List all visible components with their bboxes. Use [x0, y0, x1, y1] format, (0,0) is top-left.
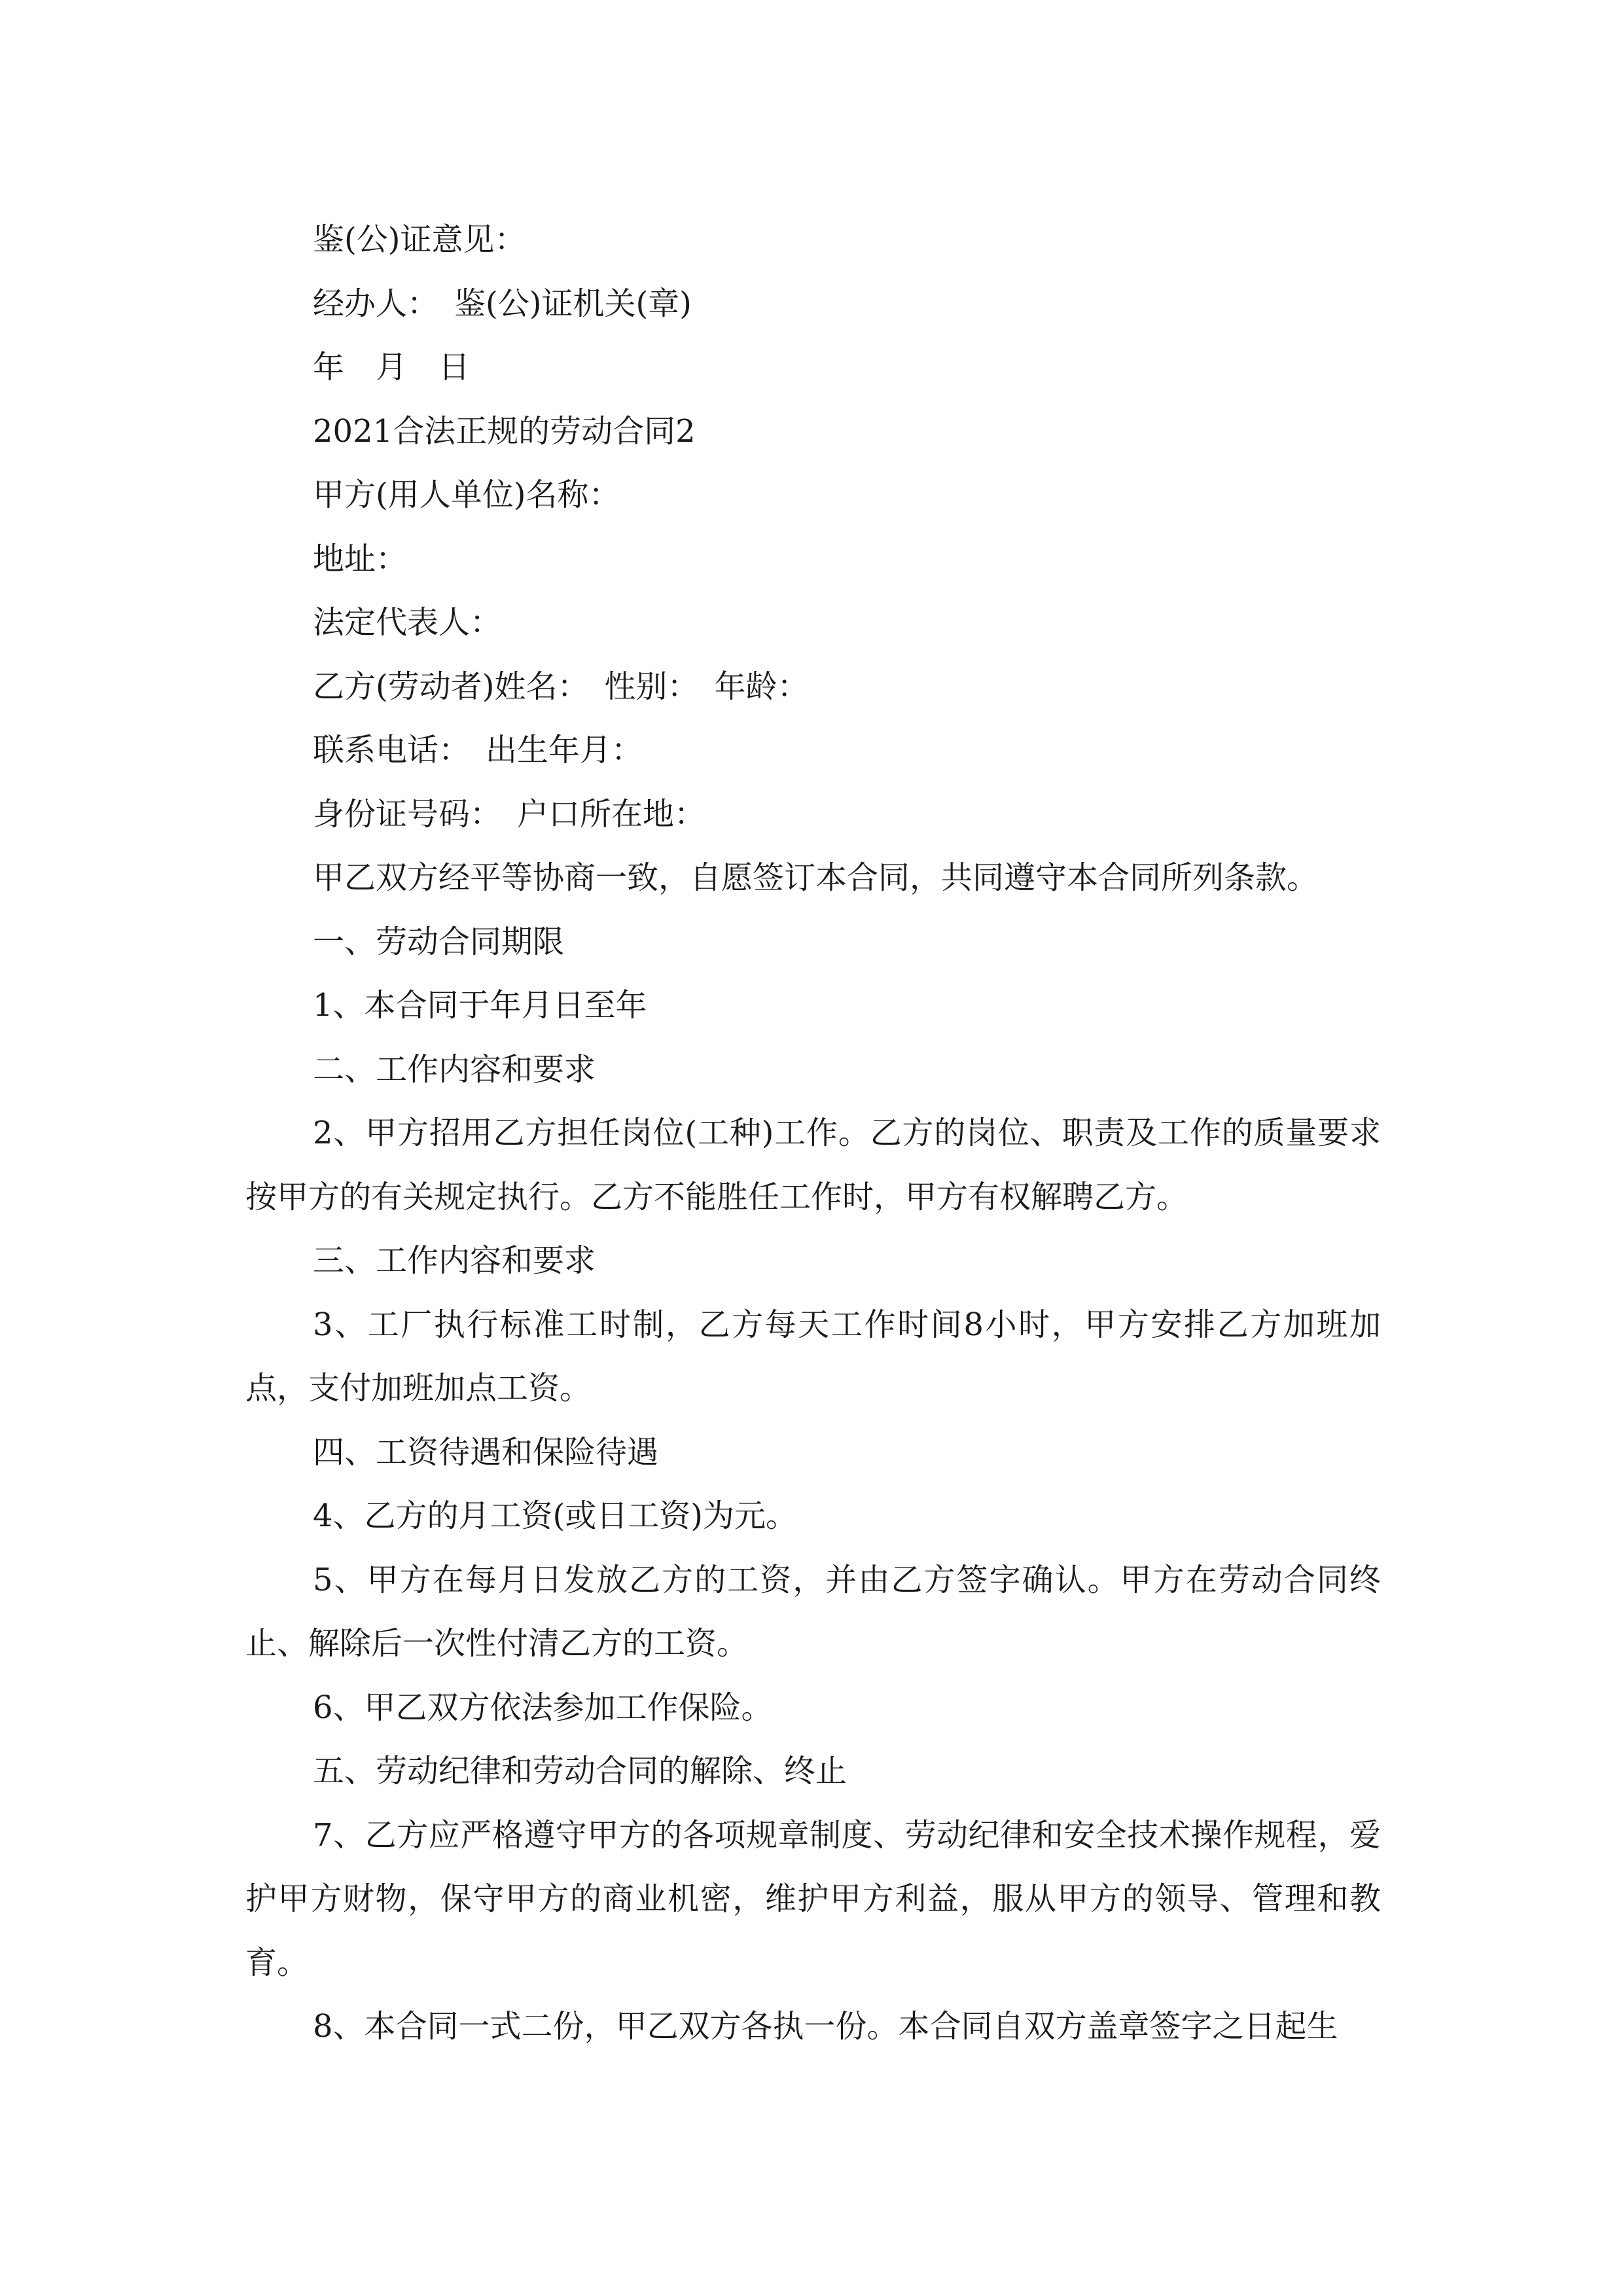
contract-title: 2021合法正规的劳动合同2 — [313, 412, 696, 450]
clause-7: 7、乙方应严格遵守甲方的各项规章制度、劳动纪律和安全技术操作规程，爱护甲方财物，保守甲方的商业机密，维护甲方利益，服从甲方的领导、管理和教育。 — [245, 1816, 1381, 1981]
notary-opinion-line: 鉴(公)证意见： — [313, 221, 526, 258]
party-a-name-line: 甲方(用人单位)名称： — [313, 476, 620, 513]
clause-3: 3、工厂执行标准工时制，乙方每天工作时间8小时，甲方安排乙方加班加点，支付加班加点工资。 — [245, 1306, 1381, 1407]
party-b-info-line: 乙方(劳动者)姓名： 性别： 年龄： — [313, 668, 809, 705]
clause-5: 5、甲方在每月日发放乙方的工资，并由乙方签字确认。甲方在劳动合同终止、解除后一次性付清乙方的工资。 — [245, 1561, 1381, 1662]
section-heading-work-2: 三、工作内容和要求 — [313, 1242, 596, 1279]
clause-6: 6、甲乙双方依法参加工作保险。 — [313, 1689, 773, 1726]
address-line: 地址： — [313, 540, 408, 577]
clause-1: 1、本合同于年月日至年 — [313, 987, 647, 1024]
legal-representative-line: 法定代表人： — [313, 604, 502, 641]
document-body — [245, 208, 1381, 2059]
section-heading-wages: 四、工资待遇和保险待遇 — [313, 1433, 659, 1471]
clause-4: 4、乙方的月工资(或日工资)为元。 — [313, 1498, 797, 1534]
agreement-statement: 甲乙双方经平等协商一致，自愿签订本合同，共同遵守本合同所列条款。 — [313, 859, 1319, 896]
id-residence-line: 身份证号码： 户口所在地： — [313, 795, 706, 833]
clause-8: 8、本合同一式二份，甲乙双方各执一份。本合同自双方盖章签字之日起生 — [313, 2008, 1338, 2045]
clause-2: 2、甲方招用乙方担任岗位(工种)工作。乙方的岗位、职责及工作的质量要求按甲方的有关规定执行。乙方不能胜任工作时，甲方有权解聘乙方。 — [245, 1115, 1381, 1215]
section-heading-discipline: 五、劳动纪律和劳动合同的解除、终止 — [313, 1753, 847, 1789]
date-line: 年 月 日 — [313, 349, 471, 386]
section-heading-work: 二、工作内容和要求 — [313, 1050, 596, 1088]
section-heading-term: 一、劳动合同期限 — [313, 923, 565, 960]
contact-birth-line: 联系电话： 出生年月： — [313, 732, 643, 768]
handler-notary-seal-line: 经办人： 鉴(公)证机关(章) — [313, 285, 692, 322]
